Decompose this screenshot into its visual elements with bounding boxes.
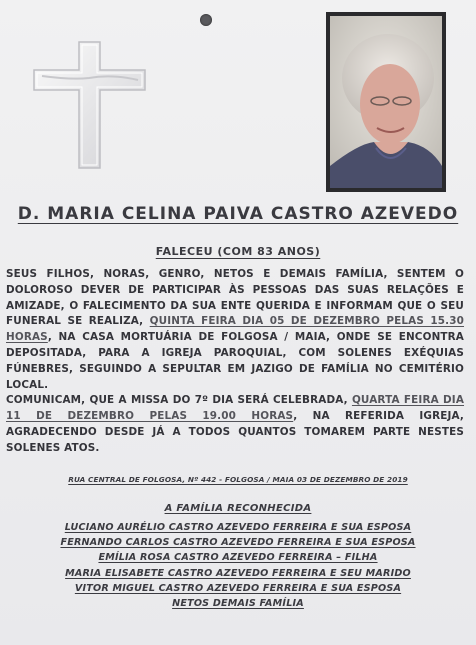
funeral-text-1: SEUS FILHOS, NORAS, GENRO, NETOS E DEMAIS FAMÍLIA, SENTEM O DOLOROSO DEVER DE PARTICIPAR ÀS PESSOAS DAS SUAS RELAÇÕES E AMIZADE, O FALECIMENTO DA SUA ENTE QUERIDA E INFORMAM QUE O SEU FUNERAL SE REALIZA, (6, 268, 464, 328)
family-member: VITOR MIGUEL CASTRO AZEVEDO FERREIRA E SUA ESPOSA (74, 582, 402, 594)
funeral-text-2: , NA CASA MORTUÁRIA DE FOLGOSA / MAIA, ONDE SE ENCONTRA DEPOSITADA, PARA A IGREJA PAROQUIAL, COM SOLENES EXÉQUIAS FÚNEBRES, SEGUINDO A SEPULTAR EM JAZIGO DE FAMÍLIA NO CEMITÉRIO LOCAL. (6, 331, 464, 391)
mass-date: QUARTA FEIRA DIA 11 DE DEZEMBRO PELAS 19.00 HORAS (6, 394, 465, 423)
family-member: MARIA ELISABETE CASTRO AZEVEDO FERREIRA E SEU MARIDO (65, 567, 411, 579)
family-heading: A FAMÍLIA RECONHECIDA (164, 503, 312, 514)
family-member: NETOS DEMAIS FAMÍLIA (172, 598, 304, 610)
mass-text-2: , NA REFERIDA IGREJA, AGRADECENDO DESDE JÁ A TODOS QUANTOS TOMAREM PARTE NESTES SOLENES ATOS. (6, 410, 464, 454)
pin-hole (200, 14, 212, 26)
cross-icon (32, 40, 147, 170)
family-list (0, 520, 476, 611)
family-member: EMÍLIA ROSA CASTRO AZEVEDO FERREIRA – FILHA (98, 552, 378, 564)
funeral-date: QUINTA FEIRA DIA 05 DE DEZEMBRO PELAS 15.30 HORAS (6, 315, 465, 344)
mass-paragraph (6, 393, 464, 456)
family-member: LUCIANO AURÉLIO CASTRO AZEVEDO FERREIRA E SUA ESPOSA (64, 522, 412, 533)
deceased-name: D. MARIA CELINA PAIVA CASTRO AZEVEDO (17, 204, 459, 224)
mass-text-1: COMUNICAM, QUE A MISSA DO 7º DIA SERÁ CELEBRADA, (6, 394, 352, 407)
death-age-line: FALECEU (COM 83 ANOS) (155, 245, 321, 258)
address-date-line: RUA CENTRAL DE FOLGOSA, Nº 442 - FOLGOSA / MAIA 03 DE DEZEMBRO DE 2019 (68, 475, 408, 484)
funeral-paragraph (6, 267, 464, 393)
family-member: FERNANDO CARLOS CASTRO AZEVEDO FERREIRA E SUA ESPOSA (60, 537, 416, 549)
portrait-photo (326, 12, 446, 192)
announcement-body (6, 267, 464, 457)
